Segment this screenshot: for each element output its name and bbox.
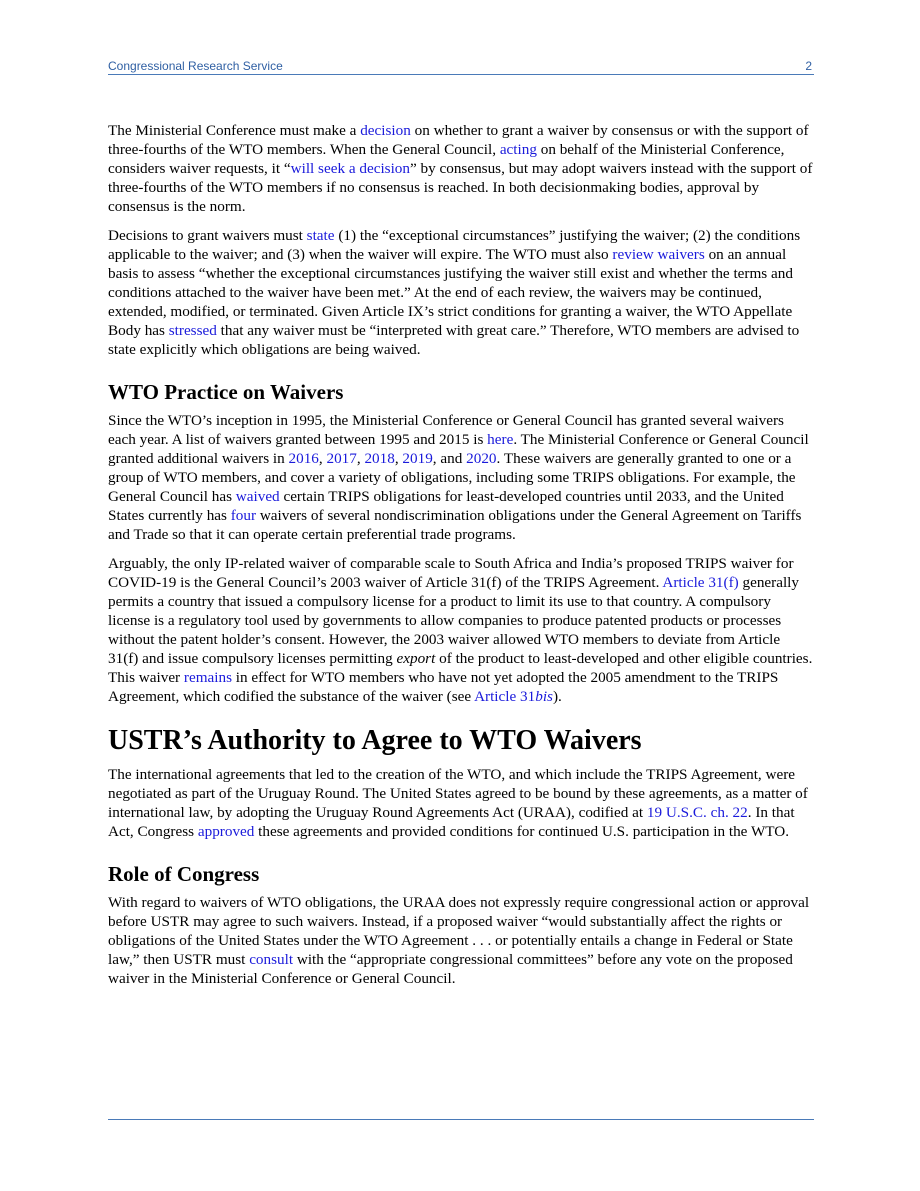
link-acting[interactable]: acting — [499, 141, 537, 158]
link-article-31f[interactable]: Article 31(f) — [662, 574, 739, 591]
link-waived[interactable]: waived — [235, 488, 280, 505]
link-2019[interactable]: 2019 — [402, 450, 433, 467]
page-header — [108, 58, 814, 75]
link-2020[interactable]: 2020 — [466, 450, 497, 467]
link-consult[interactable]: consult — [249, 951, 294, 968]
heading-role-of-congress: Role of Congress — [108, 862, 260, 886]
paragraph-uruguay-round: The international agreements that led to the creation of the WTO, and which include the TRIPS Agreement, were negotiated as part of the Uruguay Round. The United States agreed to be bound by these agreements, as a matter of international law, by adopting the Uruguay Round Agreements Act (URAA), codified at 19 U.S.C. ch. 22. In that Act, Congress approved these agreements and provided conditions for continued U.S. participation in the WTO. — [108, 766, 808, 840]
document-body — [108, 121, 814, 998]
paragraph-ministerial-decision: The Ministerial Conference must make a decision on whether to grant a waiver by consensus or with the support of three-fourths of the WTO members. When the General Council, acting on behalf of the Ministerial Conference, considers waiver requests, it “will seek a decision” by consensus, but may adopt waivers instead with the support of three-fourths of the WTO members if no consensus is reached. In both decisionmaking bodies, approval by consensus is the norm. — [108, 122, 813, 215]
link-here[interactable]: here — [487, 431, 514, 448]
link-approved[interactable]: approved — [197, 823, 255, 840]
link-remains[interactable]: remains — [183, 669, 232, 686]
heading-wto-practice-on-waivers: WTO Practice on Waivers — [108, 380, 344, 404]
paragraph-article-31f-waiver: Arguably, the only IP-related waiver of comparable scale to South Africa and India’s proposed TRIPS waiver for COVID-19 is the General Council’s 2003 waiver of Article 31(f) of the TRIPS Agreement. Article 31(f) generally permits a country that issued a compulsory license for a product to limit its use to that country. A compulsory license is a regulatory tool used by governments to allow companies to produce patented products or processes without the patent holder’s consent. However, the 2003 waiver allowed WTO members to deviate from Article 31(f) and issue compulsory licenses permitting export of the product to least-developed and other eligible countries. This waiver remains in effect for WTO members who have not yet adopted the 2005 amendment to the TRIPS Agreement, which codified the substance of the waiver (see Article 31bis). — [108, 555, 813, 705]
link-review-waivers[interactable]: review waivers — [612, 246, 705, 263]
paragraph-congress-consultation: With regard to waivers of WTO obligations, the URAA does not expressly require congressional action or approval before USTR may agree to such waivers. Instead, if a proposed waiver “would substantially affect the rights or obligations of the United States under the WTO Agreement . . . or potentially entails a change in Federal or State law,” then USTR must consult with the “appropriate congressional committees” before any vote on the proposed waiver in the Ministerial Conference or General Council. — [108, 894, 810, 987]
heading-ustr-authority: USTR’s Authority to Agree to WTO Waivers — [108, 725, 642, 756]
link-stressed[interactable]: stressed — [168, 322, 217, 339]
header-org: Congressional Research Service — [108, 59, 283, 73]
link-state[interactable]: state — [306, 227, 335, 244]
link-2017[interactable]: 2017 — [326, 450, 357, 467]
link-four[interactable]: four — [230, 507, 257, 524]
link-19-usc-ch-22[interactable]: 19 U.S.C. ch. 22 — [646, 804, 748, 821]
footer-divider — [108, 1119, 814, 1120]
link-will-seek-a-decision[interactable]: will seek a decision — [290, 160, 410, 177]
emphasis-export: export — [396, 650, 436, 667]
link-article-31bis[interactable]: Article 31bis — [474, 688, 553, 705]
link-2018[interactable]: 2018 — [364, 450, 395, 467]
paragraph-waiver-history: Since the WTO’s inception in 1995, the Ministerial Conference or General Council has granted several waivers each year. A list of waivers granted between 1995 and 2015 is here. The Ministerial Conference or General Council granted additional waivers in 2016, 2017, 2018, 2019, and 2020. These waivers are generally granted to one or a group of WTO members, and cover a variety of obligations, including some TRIPS obligations. For example, the General Council has waived certain TRIPS obligations for least-developed countries until 2033, and the United States currently has four waivers of several nondiscrimination obligations under the General Agreement on Tariffs and Trade so that it can operate certain preferential trade programs. — [108, 412, 809, 543]
page-number: 2 — [805, 59, 812, 73]
link-2016[interactable]: 2016 — [288, 450, 319, 467]
link-decision[interactable]: decision — [360, 122, 411, 139]
paragraph-waiver-decisions: Decisions to grant waivers must state (1) the “exceptional circumstances” justifying the waiver; (2) the conditions applicable to the waiver; and (3) when the waiver will expire. The WTO must also review waivers on an annual basis to assess “whether the exceptional circumstances justifying the waiver still exist and whether the terms and conditions attached to the waiver have been met.” At the end of each review, the waivers may be continued, extended, modified, or terminated. Given Article IX’s strict conditions for granting a waiver, the WTO Appellate Body has stressed that any waiver must be “interpreted with great care.” Therefore, WTO members are advised to state explicitly which obligations are being waived. — [108, 227, 801, 358]
